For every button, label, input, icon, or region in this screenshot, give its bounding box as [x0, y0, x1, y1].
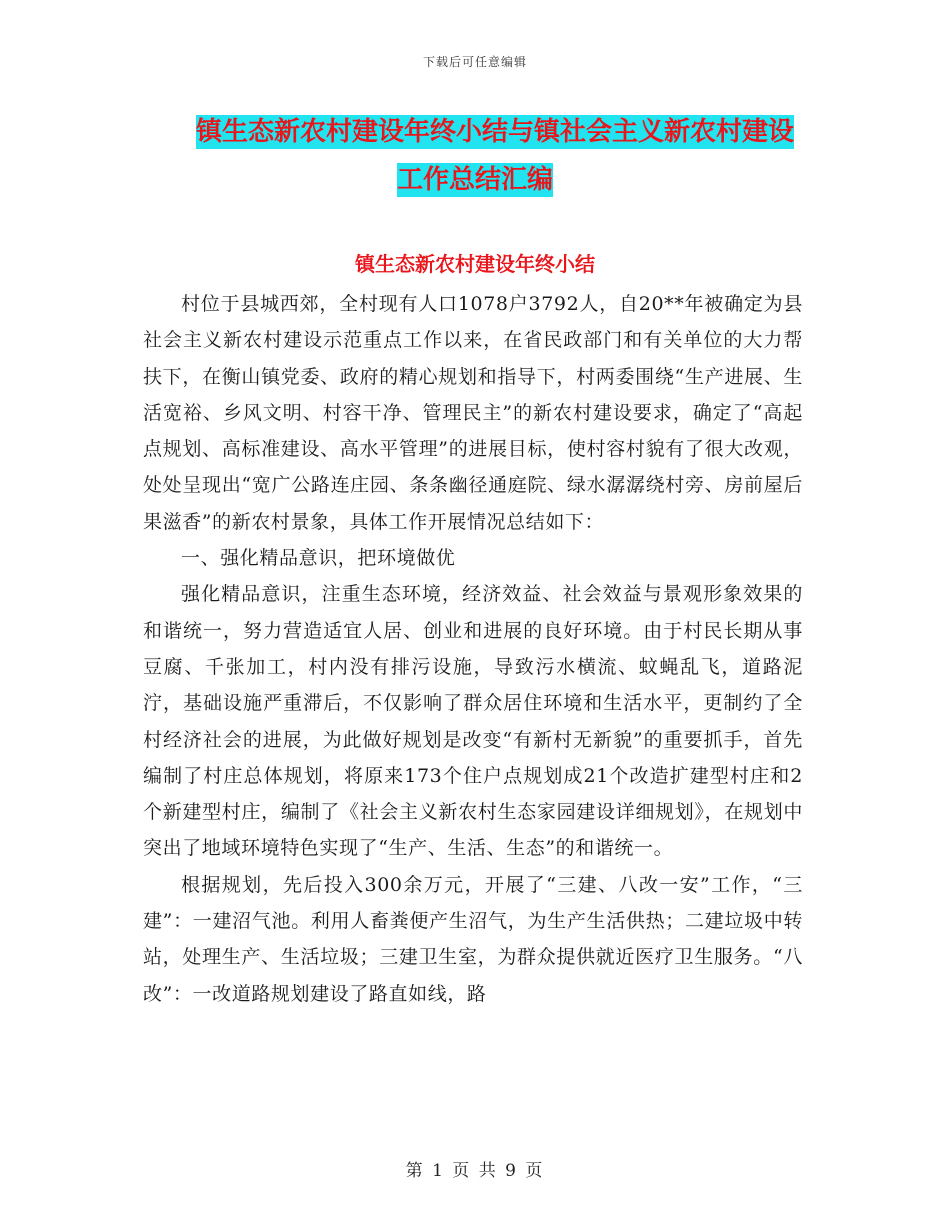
paragraph: 根据规划，先后投入300余万元，开展了“三建、八改一安”工作，“三建”：一建沼气池。利用人畜粪便产生沼气，为生产生活供热；二建垃圾中转站，处理生产、生活垃圾；三建卫生室，为群众提供就近医疗卫生服务。“八改”：一改道路规划建设了路直如线，路: [143, 873, 803, 1005]
document-title: [0, 108, 950, 204]
document-title-line2: 工作总结汇编: [396, 165, 553, 195]
paragraph: 强化精品意识，注重生态环境，经济效益、社会效益与景观形象效果的和谐统一，努力营造适宜人居、创业和进展的良好环境。由于村民长期从事豆腐、千张加工，村内没有排污设施，导致污水横流、蚊蝇乱飞，道路泥泞，基础设施严重滞后，不仅影响了群众居住环境和生活水平，更制约了全村经济社会的进展，为此做好规划是改变“有新村无新貌”的重要抓手，首先编制了村庄总体规划，将原来173个住户点规划成21个改造扩建型村庄和2个新建型村庄，编制了《社会主义新农村生态家园建设详细规划》，在规划中突出了地域环境特色实现了“生产、生活、生态”的和谐统一。: [143, 583, 803, 860]
paragraph: 村位于县城西郊，全村现有人口1078户3792人，自20**年被确定为县社会主义新农村建设示范重点工作以来，在省民政部门和有关单位的大力帮扶下，在衡山镇党委、政府的精心规划和指导下，村两委围绕“生产进展、生活宽裕、乡风文明、村容干净、管理民主”的新农村建设要求，确定了“高起点规划、高标准建设、高水平管理”的进展目标，使村容村貌有了很大改观，处处呈现出“宽广公路连庄园、条条幽径通庭院、绿水潺潺绕村旁、房前屋后果滋香”的新农村景象，具体工作开展情况总结如下：: [143, 293, 803, 533]
header-note: 下载后可任意编辑: [422, 55, 527, 69]
document-title-line1: 镇生态新农村建设年终小结与镇社会主义新农村建设: [195, 117, 794, 147]
section-title: 镇生态新农村建设年终小结: [355, 252, 595, 276]
paragraph-heading: 一、强化精品意识，把环境做优: [181, 547, 456, 570]
document-body: [143, 286, 803, 1012]
page-number: 第 1 页 共 9 页: [405, 1161, 545, 1181]
